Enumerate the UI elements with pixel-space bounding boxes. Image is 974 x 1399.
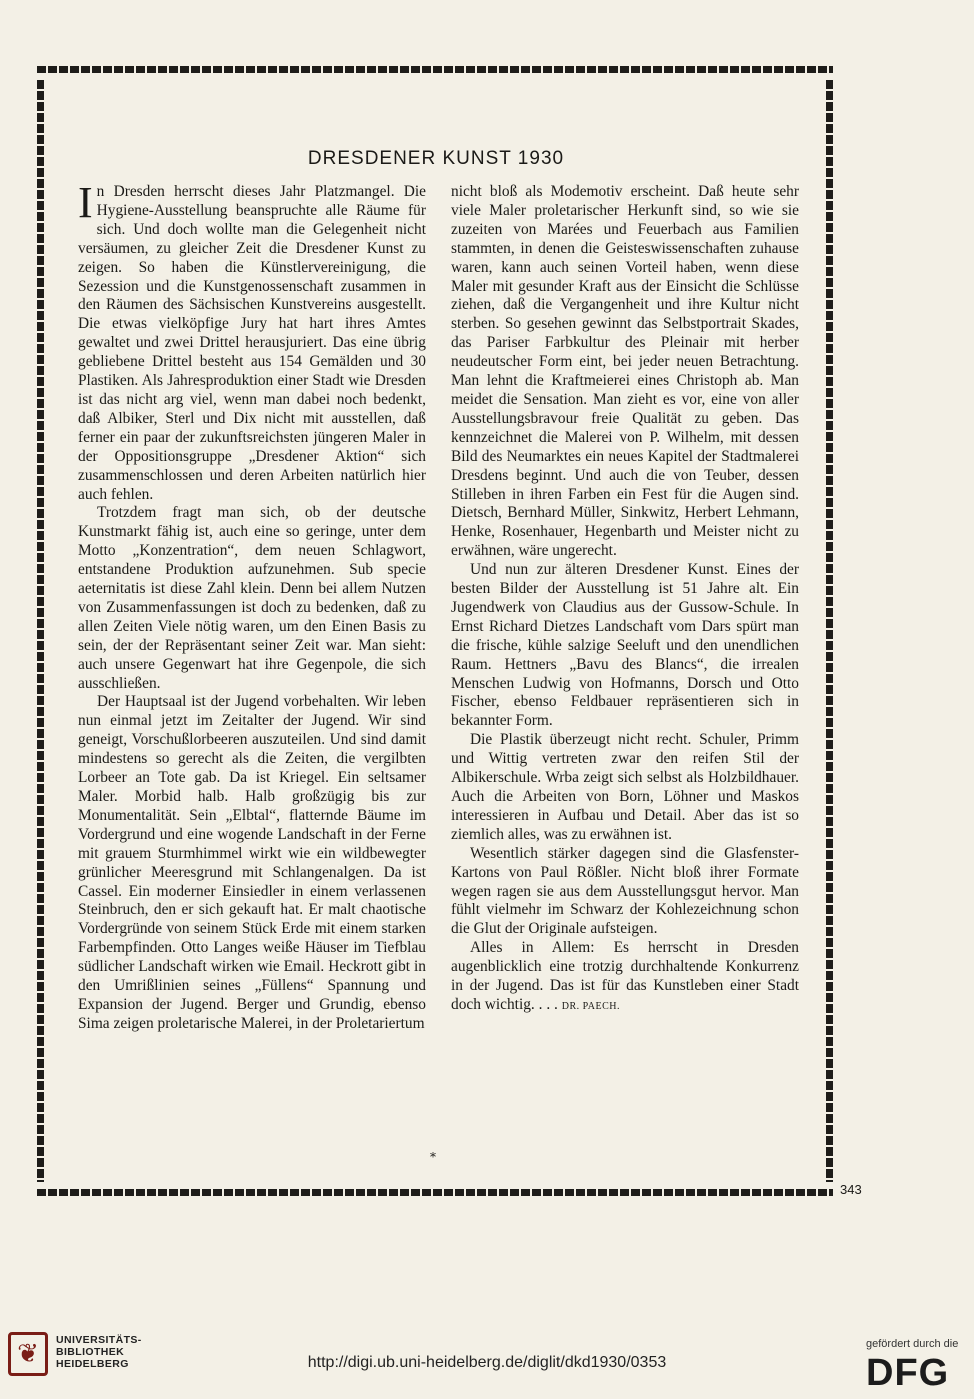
library-name-line: BIBLIOTHEK [56,1346,125,1358]
page-border-right [826,80,833,1182]
page-number: 343 [840,1182,862,1197]
dfg-logo: DFG [866,1352,950,1394]
permalink[interactable]: http://digi.ub.uni-heidelberg.de/diglit/dkd1930/0353 [307,1354,667,1371]
funding-label: gefördert durch die [866,1338,959,1350]
paragraph: Trotzdem fragt man sich, ob der deutsche Kunstmarkt fähig ist, auch eine so geringe, unter dem Motto „Konzentration“, dem neuen Schlagwort, entstandene Produktion aufzunehmen. Sub specie aeternitatis ist diese Zahl klein. Denn bei allem Nutzen von Zusammenfassungen ist doch zu bedenken, daß zu allen Zeiten Viele nötig waren, um den Einen Basis zu sein, der der Repräsentant seiner Zeit war. Man sieht: auch unsere Gegenwart hat ihre Gegenpole, die sich ausschließen. [78,504,426,692]
author-signature: DR. PAECH. [561,1000,620,1012]
paragraph [451,939,799,1017]
paragraph: Wesentlich stärker dagegen sind die Glasfenster-Kartons von Paul Rößler. Nicht bloß ihrer Formate wegen ragen sie aus dem Ausstellungsgut hervor. Man fühlt vielmehr im Schwarz der Kohlezeichnung schon die Glut der Originale aufsteigen. [451,844,799,938]
paragraph: nicht bloß als Modemotiv erscheint. Daß heute sehr viele Maler proletarischer Herkunft sind, so wie sie zuzeiten von Marées und Feuerbach aus Familien stammten, in denen die Geisteswissenschaften zuhause waren, kann auch seinen Vorteil haben, wenn diese Maler mit gesunder Kraft aus der Einsicht die Schlüsse ziehen, daß die Vergangenheit und ihre Kultur nicht sterben. So gesehen gewinnt das Selbstportrait Skades, das Pariser Farbkultur des Pleinair mit herber neudeutscher Form eint, bei jeder neuen Betrachtung. Man lehnt die Kraftmeierei eines Christoph ab. Man meidet die Sensation. Man zieht es vor, eine von aller Ausstellungsbravour freie Qualität zu geben. Das kennzeichnet die Malerei von P. Wilhelm, mit dessen Bild des Neumarktes ein neues Kapitel der Stadtmalerei Dresdens beginnt. Und auch die von Teuber, dessen Stilleben in ihren Farben ein Fest für die Augen sind. Dietsch, Bernhard Müller, Sinkwitz, Herbert Lehmann, Henke, Rosenhauer, Hegenbarth und Meister nicht zu erwähnen, wäre ungerecht. [451,183,799,560]
page-border-left [37,80,44,1182]
paragraph [78,178,426,504]
library-name-line: UNIVERSITÄTS- [56,1334,142,1346]
paragraph-text: n Dresden herrscht dieses Jahr Platzmangel. Die Hygiene-Ausstellung beanspruchte alle Räume für sich. Und doch wollte man die Gelegenheit nicht versäumen, zu gleicher Zeit die Dresdener Kunst zu zeigen. So haben die Künstlervereinigung, die Sezession und die Kunstgenossenschaft zusammen in den Räumen des Sächsischen Kunstvereins ausgestellt. Die etwas vielköpfige Jury hat hart ihres Amtes gewaltet und zwei Drittel herausjuriert. Das eine übrig gebliebene Drittel besteht aus 154 Gemälden und 30 Plastiken. Als Jahresproduktion einer Stadt wie Dresden ist das nicht arg viel, wenn man dabei noch bedenkt, daß Albiker, Sterl und Dix nicht mit ausstellen, daß ferner ein paar der zukunftsreichsten jüngeren Maler in der Oppositionsgruppe „Dresdener Aktion“ sich zusammenschlossen und deren Arbeiten natürlich hier auch fehlen. [78,183,426,503]
page-border-bottom [37,1189,833,1196]
paragraph: Und nun zur älteren Dresdener Kunst. Eines der besten Bilder der Ausstellung ist 51 Jahre alt. Ein Jugendwerk von Claudius aus der Gussow-Schule. In Ernst Richard Dietzes Landschaft vom Dars spürt man die frische, kühle salzige Seeluft und den unendlichen Raum. Hettners „Bavu des Blancs“, die irrealen Menschen Ludwig von Hofmanns, Dorsch und Otto Fischer, ebenso Feldbauer repräsentieren sich in bekannter Form. [451,561,799,730]
page-border-top [37,66,833,73]
drop-cap: I [78,178,93,227]
left-column [78,178,426,1034]
university-seal-icon: ❦ [8,1332,48,1376]
footer-bar [0,1318,974,1399]
right-column [451,183,799,1017]
paragraph: Die Plastik überzeugt nicht recht. Schuler, Primm und Wittig vertreten zwar den reifen Stil der Albikerschule. Wrba zeigt sich selbst als Holzbildhauer. Auch die Arbeiten von Born, Löhner und Maskos interessieren in Aufbau und Detail. Aber das ist so ziemlich alles, was zu erwähnen ist. [451,731,799,843]
paragraph: Der Hauptsaal ist der Jugend vorbehalten. Wir leben nun einmal jetzt im Zeitalter der Jugend. Wir sind geneigt, Vorschußlorbeeren auszuteilen. Und sind damit mindestens so gerecht als die Zeiten, die vergilbten Lorbeer an Tote gab. Da ist Kriegel. Ein seltsamer Maler. Morbid halb. Halb großzügig bis zur Monumentalität. Sein „Elbtal“, flatternde Bäume im Vordergrund und eine wogende Landschaft in der Ferne mit grauem Sturmhimmel wirkt wie ein wildbewegter grünlicher Meeresgrund mit Schlangenalgen. Da ist Cassel. Ein moderner Einsiedler in einem verlassenen Steinbruch, den er sich gekauft hat. Er malt chaotische Vordergründe von seinem Stück Erde mit einem starken Farbempfinden. Otto Langes weiße Häuser im Tiefblau südlicher Landschaft wirken wie Email. Heckrott gibt in den Umrißlinien seines „Füllens“ Spannung und Expansion der Jugend. Berger und Grundig, ebenso Sima zeigen proletarische Malerei, in der Proletariertum [78,693,426,1032]
library-name-line: HEIDELBERG [56,1358,129,1370]
paragraph-text: Alles in Allem: Es herrscht in Dresden augenblicklich eine trotzig durchhaltende Konkurrenz in der Jugend. Das ist für das Kunstleben einer Stadt doch wichtig. . . . [451,939,799,1013]
ornament-star: * [430,1150,436,1164]
article-title: DRESDENER KUNST 1930 [307,148,565,169]
